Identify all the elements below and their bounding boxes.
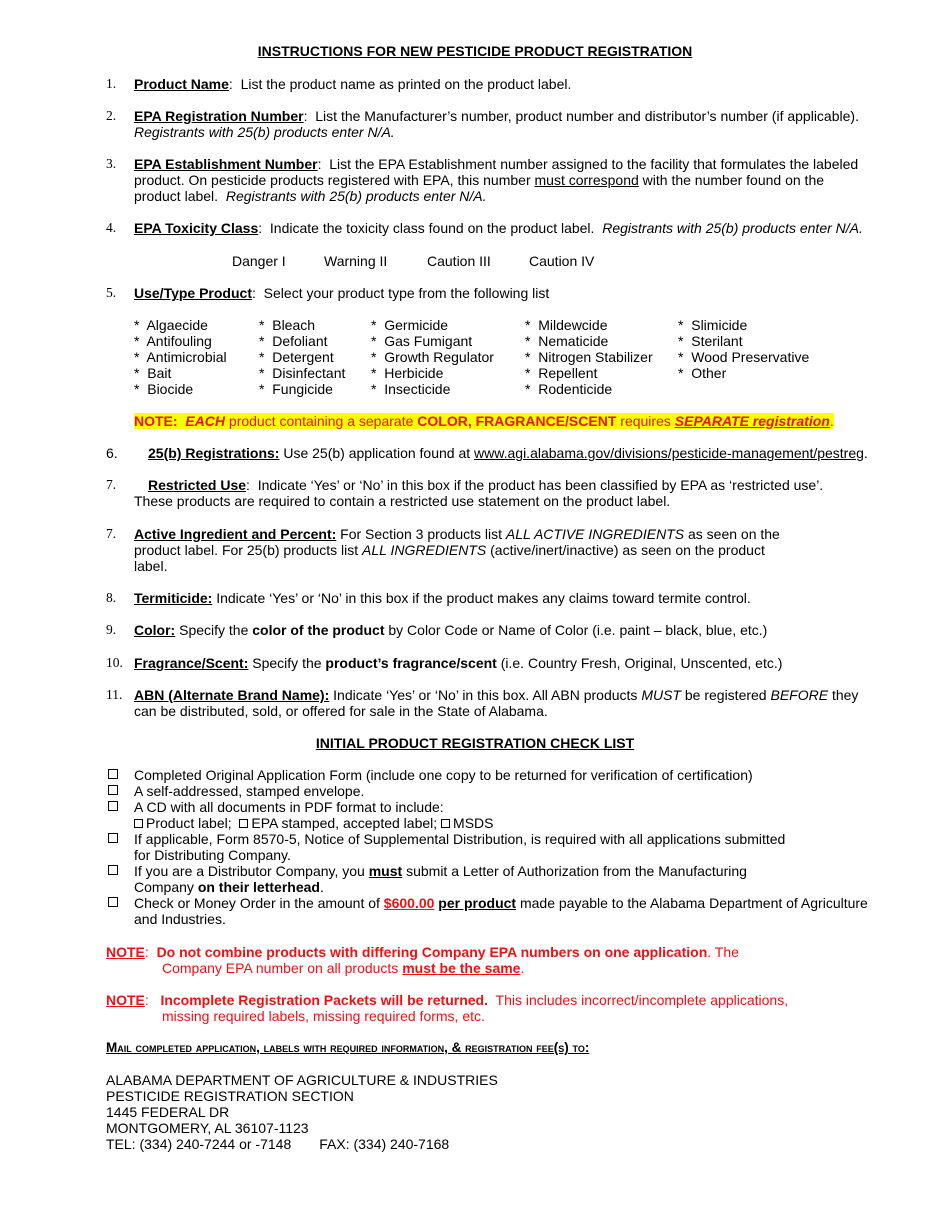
item-text-line: can be distributed, sold, or offered for sale in the State of Alabama. — [134, 703, 548, 719]
pestreg-link[interactable]: www.agi.alabama.gov/divisions/pesticide-management/pestreg — [474, 445, 864, 461]
item-abn: ABN (Alternate Brand Name): Indicate ‘Yes’ or ‘No’ in this box. All ABN products MUST be registered BEFORE they — [134, 687, 859, 703]
product-type-item: * Wood Preservative — [678, 349, 810, 365]
item-note: Registrants with 25(b) products enter N/A. — [134, 124, 395, 140]
item-epa-toxicity-class: EPA Toxicity Class: Indicate the toxicity class found on the product label. Registrants with 25(b) products enter N/A. — [134, 220, 863, 236]
checklist-item: A CD with all documents in PDF format to include: — [134, 799, 444, 815]
checklist-checkbox[interactable] — [108, 833, 118, 843]
product-type-column — [678, 317, 809, 381]
item-number: 9. — [106, 622, 117, 637]
product-type-column — [371, 317, 494, 397]
item-epa-establishment-number: EPA Establishment Number: List the EPA Establishment number assigned to the facility that formulates the labeled — [134, 156, 859, 172]
product-type-item: * Disinfectant — [259, 365, 346, 381]
product-type-item: * Bait — [134, 365, 172, 381]
item-number: 10. — [106, 655, 123, 670]
product-type-item: * Algaecide — [134, 317, 208, 333]
product-type-item: * Antifouling — [134, 333, 212, 349]
item-number: 11. — [106, 687, 123, 702]
checklist-checkbox[interactable] — [108, 865, 118, 875]
phone-line — [106, 1136, 449, 1152]
product-type-item: * Bleach — [259, 317, 316, 333]
item-color: Color: Specify the color of the product by Color Code or Name of Color (i.e. paint – black, blue, etc.) — [134, 622, 768, 638]
checklist-item: If applicable, Form 8570-5, Notice of Supplemental Distribution, is required with all applications submitted — [134, 831, 786, 847]
item-use-type-product: Use/Type Product: Select your product type from the following list — [134, 285, 550, 301]
product-type-item: * Sterilant — [678, 333, 743, 349]
address-line: PESTICIDE REGISTRATION SECTION — [106, 1088, 354, 1104]
toxicity-class-option: Caution IV — [529, 253, 595, 269]
product-type-item: * Defoliant — [259, 333, 328, 349]
product-type-column — [525, 317, 653, 397]
item-product-name: Product Name: List the product name as printed on the product label. — [134, 76, 572, 92]
item-number: 5. — [106, 285, 117, 300]
page-title: INSTRUCTIONS FOR NEW PESTICIDE PRODUCT REGISTRATION — [257, 43, 693, 59]
checklist-checkbox[interactable] — [108, 897, 118, 907]
address-line: ALABAMA DEPARTMENT OF AGRICULTURE & INDUSTRIES — [106, 1072, 498, 1088]
item-number: 3. — [106, 156, 117, 171]
product-type-item: * Fungicide — [259, 381, 333, 397]
item-fragrance-scent: Fragrance/Scent: Specify the product’s fragrance/scent (i.e. Country Fresh, Original, Unscented, etc.) — [134, 655, 783, 671]
checklist-checkbox[interactable] — [108, 785, 118, 795]
checklist-checkbox[interactable] — [108, 801, 118, 811]
item-text-line: product label. Registrants with 25(b) products enter N/A. — [134, 188, 487, 204]
product-type-item: * Germicide — [371, 317, 449, 333]
toxicity-class-option: Warning II — [324, 253, 388, 269]
item-number: 7. — [106, 526, 117, 541]
checklist-item-cont: for Distributing Company. — [134, 847, 291, 863]
product-type-item: * Insecticide — [371, 381, 451, 397]
checklist-checkbox[interactable] — [108, 769, 118, 779]
address-line: MONTGOMERY, AL 36107-1123 — [106, 1120, 309, 1136]
note-incomplete-packets-cont: missing required labels, missing required forms, etc. — [162, 1008, 485, 1024]
product-type-item: * Rodenticide — [525, 381, 613, 397]
item-active-ingredient: Active Ingredient and Percent: For Section 3 products list ALL ACTIVE INGREDIENTS as seen on the — [134, 526, 780, 542]
note-incomplete-packets: NOTE: Incomplete Registration Packets will be returned. This includes incorrect/incomplete applications, — [106, 992, 789, 1008]
item-text-line: label. — [134, 558, 168, 574]
item-termiticide: Termiticide: Indicate ‘Yes’ or ‘No’ in this box if the product makes any claims toward termite control. — [134, 590, 751, 606]
item-number: 1. — [106, 76, 117, 91]
toxicity-class-option: Danger I — [232, 253, 286, 269]
checklist-item: If you are a Distributor Company, you must submit a Letter of Authorization from the Manufacturing — [134, 863, 747, 879]
mail-heading: Mail completed application, labels with required information, & registration fee(s) to: — [106, 1040, 590, 1055]
product-type-item: * Other — [678, 365, 727, 381]
note-company-epa: NOTE: Do not combine products with differing Company EPA numbers on one application. The — [106, 944, 739, 960]
checklist-item-cont: and Industries. — [134, 911, 226, 927]
separate-registration-note: NOTE: EACH product containing a separate COLOR, FRAGRANCE/SCENT requires SEPARATE registration. — [134, 413, 834, 429]
product-type-item: * Biocide — [134, 381, 194, 397]
checklist-sub-checkbox[interactable] — [441, 819, 450, 828]
product-type-item: * Gas Fumigant — [371, 333, 473, 349]
item-number: 2. — [106, 108, 117, 123]
checklist-item: Completed Original Application Form (include one copy to be returned for verification of certification) — [134, 767, 753, 783]
product-type-item: * Antimicrobial — [134, 349, 227, 365]
note-company-epa-cont: Company EPA number on all products must be the same. — [162, 960, 525, 976]
item-text-line: These products are required to contain a restricted use statement on the product label. — [134, 493, 671, 509]
product-type-item: * Nematicide — [525, 333, 609, 349]
item-number: 6. — [106, 445, 118, 461]
product-type-item: * Mildewcide — [525, 317, 608, 333]
address-line: 1445 FEDERAL DR — [106, 1104, 230, 1120]
item-number: 4. — [106, 220, 117, 235]
item-text-line: product label. For 25(b) products list ALL INGREDIENTS (active/inert/inactive) as seen on the product — [134, 542, 765, 558]
item-number: 7. — [106, 477, 117, 492]
checklist-item-cont: Company on their letterhead. — [134, 879, 324, 895]
checklist-title: INITIAL PRODUCT REGISTRATION CHECK LIST — [315, 735, 635, 751]
toxicity-class-option: Caution III — [427, 253, 491, 269]
item-25b-registrations: 25(b) Registrations: Use 25(b) application found at www.agi.alabama.gov/divisions/pesticide-management/pestreg. — [148, 445, 868, 461]
product-type-item: * Herbicide — [371, 365, 444, 381]
product-type-item: * Growth Regulator — [371, 349, 494, 365]
product-type-item: * Slimicide — [678, 317, 748, 333]
checklist-sub-checkbox[interactable] — [134, 819, 143, 828]
checklist-item: A self-addressed, stamped envelope. — [134, 783, 365, 799]
fax: FAX: (334) 240-7168 — [319, 1136, 450, 1152]
item-text-line: product. On pesticide products registered with EPA, this number must correspond with the number found on the — [134, 172, 825, 188]
product-type-column — [134, 317, 227, 397]
telephone: TEL: (334) 240-7244 or -7148 — [106, 1136, 292, 1152]
checklist-subitems: Product label; EPA stamped, accepted label; MSDS — [134, 815, 493, 831]
product-type-item: * Detergent — [259, 349, 334, 365]
checklist-item: Check or Money Order in the amount of $600.00 per product made payable to the Alabama Department of Agriculture — [134, 895, 868, 911]
product-type-column — [259, 317, 345, 397]
product-type-item: * Nitrogen Stabilizer — [525, 349, 653, 365]
checklist-sub-checkbox[interactable] — [239, 819, 248, 828]
item-epa-registration-number: EPA Registration Number: List the Manufacturer’s number, product number and distributor’s number (if applicable). — [134, 108, 859, 124]
item-number: 8. — [106, 590, 117, 605]
product-type-item: * Repellent — [525, 365, 598, 381]
item-restricted-use: Restricted Use: Indicate ‘Yes’ or ‘No’ in this box if the product has been classified by EPA as ‘restricted use’. — [148, 477, 824, 493]
